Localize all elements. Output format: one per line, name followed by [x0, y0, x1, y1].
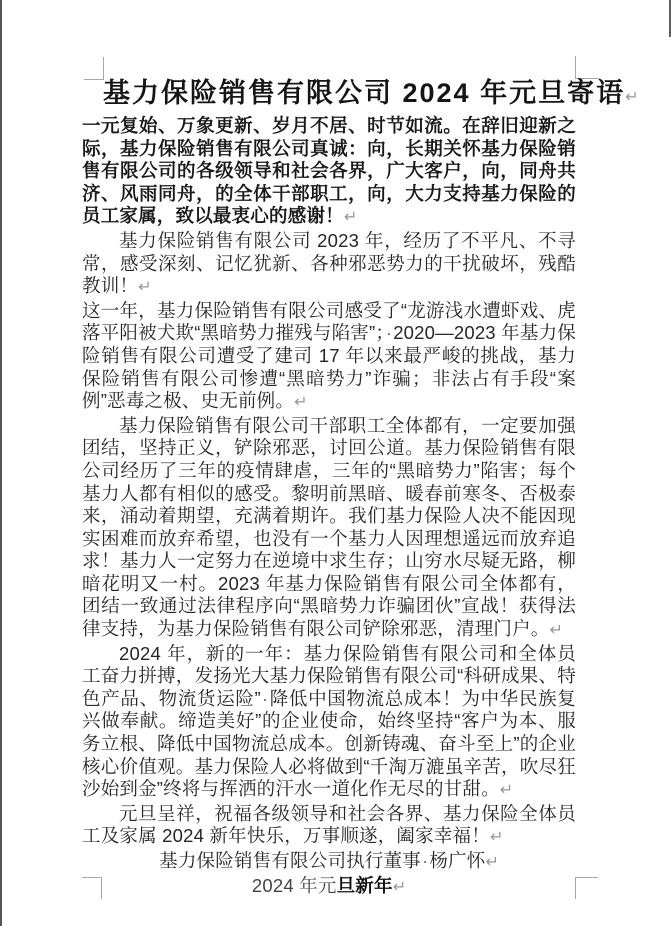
text-run: 旦新年	[336, 874, 393, 896]
intro-paragraph	[82, 115, 576, 230]
paragraph-2023-review	[82, 230, 576, 300]
date-line	[82, 875, 576, 900]
paragraph-blessing	[82, 803, 576, 850]
space-format-mark-icon: ·	[261, 687, 269, 709]
paragraph-mark: ↵	[625, 89, 639, 106]
space-format-mark-icon: ·	[421, 850, 429, 871]
paragraph-mark: ↵	[294, 394, 308, 412]
document-title	[82, 77, 639, 114]
text-run: 降低中国物流总成本！为中华民族复兴做奉献。缔造美好”的企业使命，始终坚持“客户为本、服务立根、降低中国物流总成本。创新铸魂、奋斗至上”的企业核心价值观。基力保险人必将做到“千淘万漉虽辛苦，吹尽狂沙始到金”终将与挥洒的汗水一道化作无尽的甘甜。	[82, 687, 577, 800]
document-title-text: 基力保险销售有限公司 2024 年元旦寄语	[103, 78, 626, 108]
text-run: 基力保险销售有限公司 2023 年，经历了不平凡、不寻常，感受深刻、记忆犹新、各种邪恶势力的干扰破坏，残酷教训！	[82, 229, 576, 297]
paragraph-mark: ↵	[343, 209, 358, 227]
text-run: 这一年，基力保险销售有限公司感受了“龙游浅水遭虾戏、虎落平阳被犬欺“黑暗势力摧残与陷害”；	[82, 299, 576, 344]
text-run: 基力保险销售有限公司执行董事	[159, 850, 421, 871]
text-run: 杨广怀	[429, 850, 486, 871]
window-left-edge-line	[0, 0, 2, 926]
text-run: 元旦呈祥，祝福各级领导和社会各界、基力保险全体员工及家属 2024 新年快乐，万事顺遂，阖家幸福！	[82, 802, 576, 847]
document-body[interactable]	[82, 115, 576, 899]
paragraph-mark: ↵	[549, 622, 563, 640]
text-run: 基力保险销售有限公司干部职工全体都有，一定要加强团结，坚持正义，铲除邪恶，讨回公道。基力保险销售有限公司经历了三年的疫情肆虐，三年的“黑暗势力”陷害；每个基力人都有相似的感受。黎明前黑暗、暖春前寒冬、否极泰来，涌动着期望，充满着期许。我们基力保险人决不能因现实困难而放弃希望，也没有一个基力人因理想遥远而放弃追求！基力人一定努力在逆境中求生存；山穷水尽疑无路，柳暗花明又一村。2023 年基力保险销售有限公司全体都有，团结一致通过法律程序向“黑暗势力诈骗团伙”宣战！获得法律支持，为基力保险销售有限公司铲除邪恶，清理门户。	[82, 414, 576, 640]
paragraph-mark: ↵	[499, 782, 514, 800]
space-format-mark-icon: ·	[385, 322, 393, 344]
paragraph-mark: ↵	[489, 829, 504, 847]
text-run: 2024 年，新的一年：基力保险销售有限公司和全体员工奋力拼搏，发扬光大基力保险销售有限公司“科研成果、特色产品、物流货运险”	[82, 642, 576, 709]
text-run: 2020—2023 年基力保险销售有限公司遭受了建司 17 年以来最严峻的挑战，基力保险销售有限公司惨遭“黑暗势力”诈骗；非法占有手段“案例”恶毒之极、史无前例。	[82, 322, 576, 412]
crop-mark-top-right	[575, 56, 598, 79]
crop-mark-bottom-right	[575, 877, 598, 899]
document-text-area[interactable]	[82, 77, 639, 899]
signature-line	[82, 850, 576, 875]
paragraph-2024-outlook	[82, 643, 576, 803]
paragraph-mark: ↵	[485, 854, 499, 871]
paragraph-mark: ↵	[392, 878, 407, 896]
text-run: 2024 年元	[251, 874, 337, 896]
paragraph-staff-unity	[82, 415, 576, 643]
paragraph-this-year	[82, 300, 576, 415]
text-run: 一元复始、万象更新、岁月不居、时节如流。在辞旧迎新之际，基力保险销售有限公司真诚：向，长期关怀基力保险销售有限公司的各级领导和社会各界，广大客户，向，同舟共济、风雨同舟，的全体干部职工，向，大力支持基力保险的员工家属，致以最衷心的感谢！	[82, 115, 576, 227]
paragraph-mark: ↵	[138, 279, 152, 297]
